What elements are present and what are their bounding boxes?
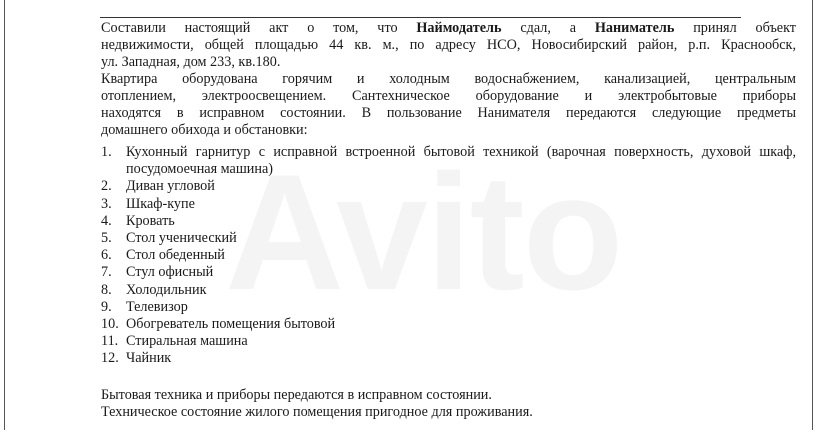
list-item: [101, 316, 796, 333]
tenant-term: Наниматель: [594, 20, 675, 36]
page-border-left: [4, 0, 5, 430]
list-item: [101, 144, 796, 178]
list-item-number: 5.: [101, 230, 112, 247]
list-item-number: 4.: [101, 212, 112, 229]
list-item-number: 7.: [101, 264, 112, 281]
list-item: [101, 333, 796, 350]
equipment-line-4: домашнего обихода и обстановки:: [101, 122, 308, 138]
signature-line: [100, 17, 741, 18]
list-item-number: 11.: [101, 333, 119, 350]
list-item-number: 10.: [101, 316, 119, 333]
list-item-text: Холодильник: [126, 281, 207, 298]
list-item-number: 8.: [101, 281, 112, 298]
list-item-number: 1.: [101, 144, 112, 160]
list-item-number: 6.: [101, 247, 112, 264]
list-item: [101, 350, 796, 367]
list-item: [101, 282, 796, 299]
list-item: [101, 247, 796, 264]
list-item-text: Стол ученический: [126, 230, 237, 247]
equipment-line-2: отоплением, электроосвещением. Сантехническое оборудование и электробытовые приборы: [101, 88, 796, 104]
act-intro-paragraph: [101, 20, 796, 71]
list-item: [101, 299, 796, 316]
list-item-text: Стул офисный: [126, 264, 214, 281]
list-item-text: Стол обеденный: [126, 247, 225, 264]
list-item-text: Кухонный гарнитур с исправной встроенной бытовой техникой (варочная поверхность, духовой шкаф, посудомоечная машина): [126, 144, 796, 178]
list-item-number: 2.: [101, 178, 112, 195]
landlord-term: Наймодатель: [416, 20, 502, 36]
list-item-number: 3.: [101, 195, 112, 212]
footer-habitability-note: Техническое состояние жилого помещения пригодное для проживания.: [101, 404, 533, 420]
page-border-right: [812, 0, 813, 430]
equipment-line-1: Квартира оборудована горячим и холодным водоснабжением, канализацией, центральным: [101, 71, 796, 87]
list-item: [101, 230, 796, 247]
list-item-text: Чайник: [126, 350, 172, 367]
list-item: [101, 264, 796, 281]
intro-line-1: Составили настоящий акт о том, что Наймодатель сдал, а Наниматель принял объект: [101, 20, 796, 36]
intro-line-2: недвижимости, общей площадью 44 кв. м., по адресу НСО, Новосибирский район, р.п. Краснообск,: [101, 37, 796, 53]
list-item-text: Шкаф-купе: [126, 195, 195, 212]
footer-condition-note: Бытовая техника и приборы передаются в исправном состоянии.: [101, 387, 492, 403]
equipment-paragraph: [101, 71, 796, 139]
list-item-number: 9.: [101, 298, 112, 315]
list-item-text: Кровать: [126, 212, 175, 229]
list-item: [101, 213, 796, 230]
intro-line-3: ул. Западная, дом 233, кв.180.: [101, 54, 281, 70]
list-item-text: Телевизор: [126, 298, 188, 315]
list-item: [101, 196, 796, 213]
list-item-number: 12.: [101, 350, 119, 367]
equipment-line-3: находятся в исправном состоянии. В пользование Нанимателя передаются следующие предметы: [101, 105, 796, 121]
list-item: [101, 178, 796, 195]
list-item-text: Стиральная машина: [126, 333, 248, 350]
furniture-list: [101, 144, 796, 368]
list-item-text: Обогреватель помещения бытовой: [126, 316, 336, 333]
list-item-text: Диван угловой: [126, 178, 215, 195]
